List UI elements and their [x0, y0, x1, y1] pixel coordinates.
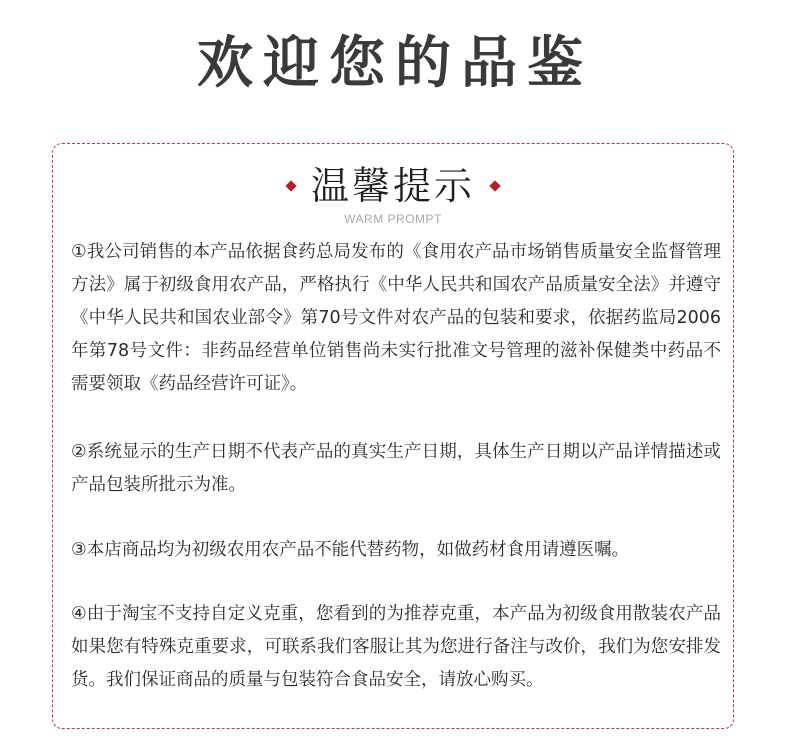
notice-title: 温馨提示: [310, 164, 475, 208]
notice-heading-row: [287, 162, 499, 210]
notice-paragraph-4: ④由于淘宝不支持自定义克重，您看到的为推荐克重，本产品为初级食用散装农产品如果您有特殊克重要求，可联系我们客服让其为您进行备注与改价，我们为您安排发货。我们保证商品的质量与包装符合食品安全，请放心购买。: [71, 604, 721, 690]
notice-header: [53, 162, 733, 226]
notice-paragraph-1: ①我公司销售的本产品依据食药总局发布的《食用农产品市场销售质量安全监督管理方法》属于初级食用农产品，严格执行《中华人民共和国农产品质量安全法》并遵守《中华人民共和国农业部令》第70号文件对农产品的包装和要求，依据药监局2006年第78号文件：非药品经营单位销售尚未实行批准文号管理的滋补保健类中药品不需要领取《药品经营许可证》。: [71, 242, 721, 394]
notice-subtitle: WARM PROMPT: [344, 212, 442, 226]
diamond-icon: [285, 180, 296, 191]
notice-box: [52, 143, 734, 729]
notice-paragraph-3: ③本店商品均为初级农用农产品不能代替药物，如做药材食用请遵医嘱。: [71, 540, 630, 560]
notice-paragraph-2: ②系统显示的生产日期不代表产品的真实生产日期，具体生产日期以产品详情描述或产品包装所批示为准。: [71, 442, 721, 495]
page-title: 欢迎您的品鉴: [197, 30, 593, 96]
diamond-icon: [489, 180, 500, 191]
